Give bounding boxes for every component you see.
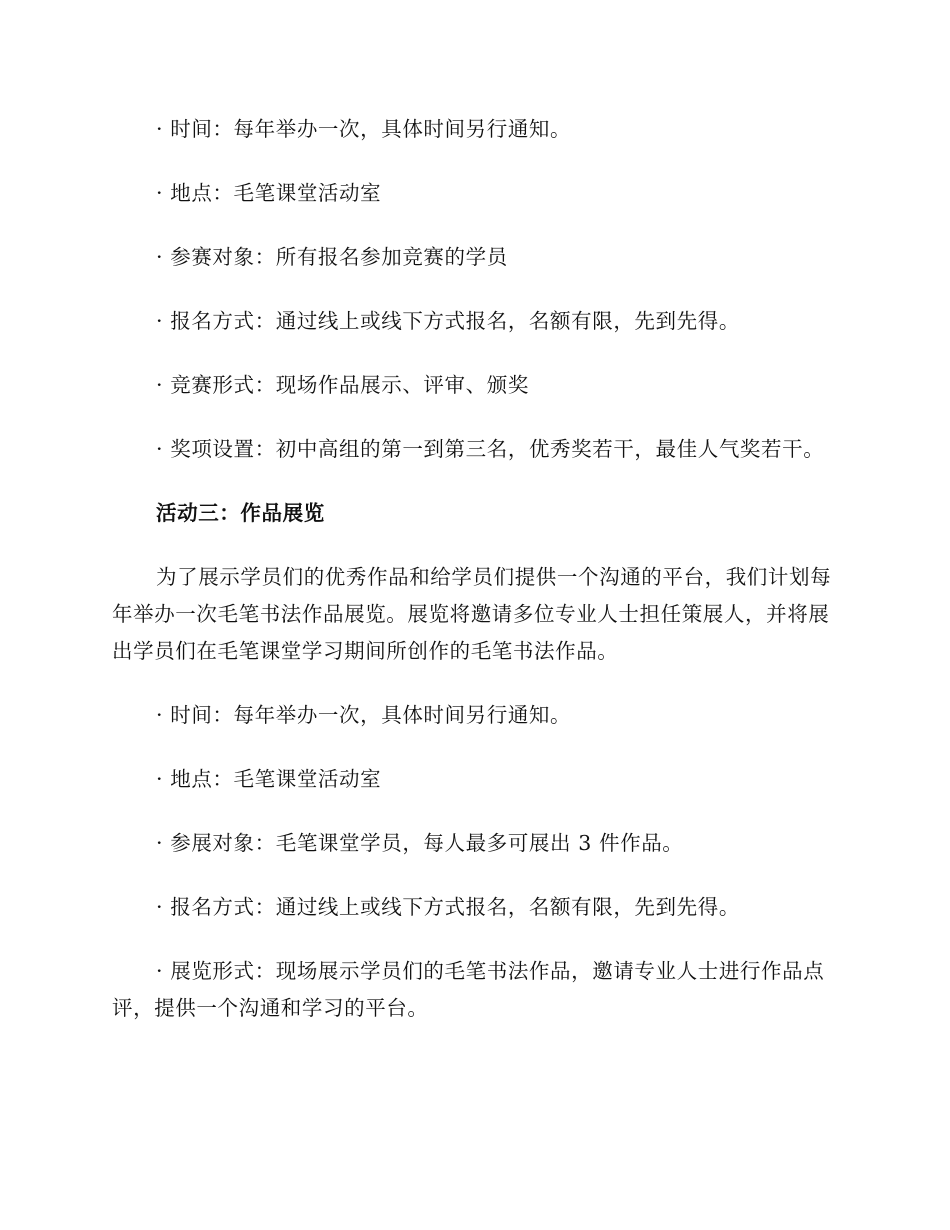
exhibition-intro-paragraph: 为了展示学员们的优秀作品和给学员们提供一个沟通的平台，我们计划每年举办一次毛笔书法作品展览。展览将邀请多位专业人士担任策展人，并将展出学员们在毛笔课堂学习期间所创作的毛笔书法作品。 xyxy=(112,565,832,663)
competition-format-item: · 竞赛形式：现场作品展示、评审、颁奖 xyxy=(156,373,529,397)
exhibition-time-item: · 时间：每年举办一次，具体时间另行通知。 xyxy=(156,703,572,727)
competition-location-item: · 地点：毛笔课堂活动室 xyxy=(156,181,382,205)
exhibition-format-item: · 展览形式：现场展示学员们的毛笔书法作品，邀请专业人士进行作品点评，提供一个沟通和学习的平台。 xyxy=(112,959,825,1020)
competition-time-item: · 时间：每年举办一次，具体时间另行通知。 xyxy=(156,117,572,141)
section-heading-activity-three: 活动三：作品展览 xyxy=(156,501,325,525)
exhibition-location-item: · 地点：毛笔课堂活动室 xyxy=(156,767,382,791)
exhibition-registration-item: · 报名方式：通过线上或线下方式报名，名额有限，先到先得。 xyxy=(156,895,740,919)
competition-awards-item: · 奖项设置：初中高组的第一到第三名，优秀奖若干，最佳人气奖若干。 xyxy=(156,437,825,461)
competition-participants-item: · 参赛对象：所有报名参加竞赛的学员 xyxy=(156,245,508,269)
document-body xyxy=(112,111,832,1054)
exhibition-participants-item: · 参展对象：毛笔课堂学员，每人最多可展出 3 件作品。 xyxy=(156,831,684,855)
competition-registration-item: · 报名方式：通过线上或线下方式报名，名额有限，先到先得。 xyxy=(156,309,740,333)
